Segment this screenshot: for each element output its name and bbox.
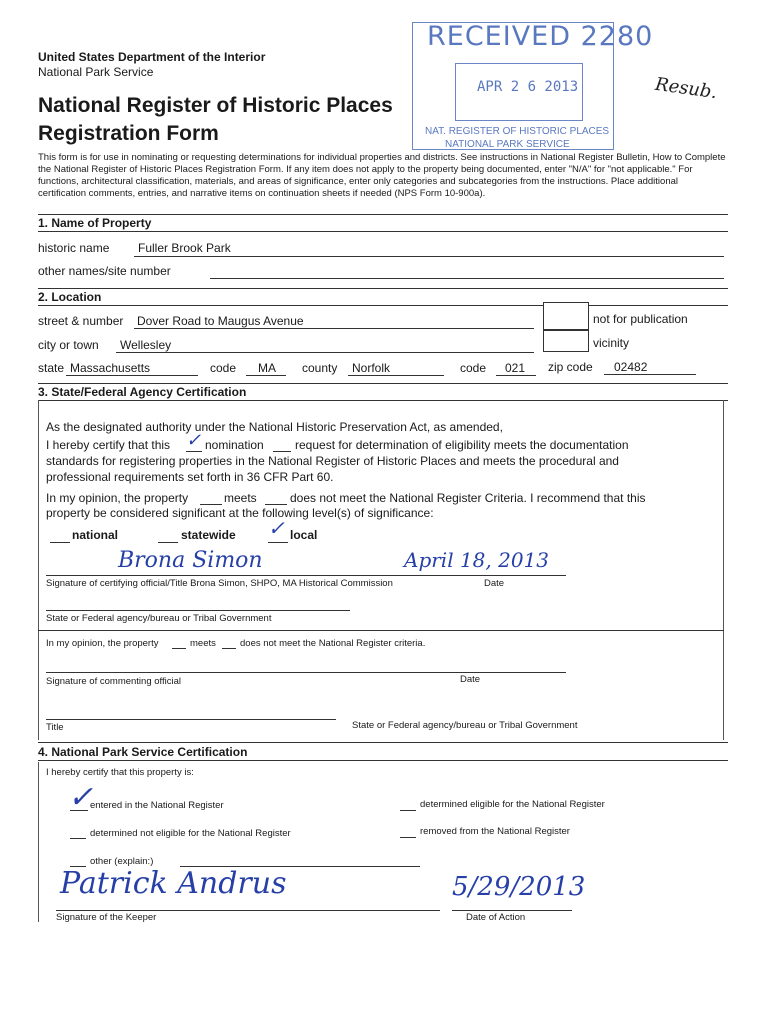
meets2-blank[interactable] — [172, 648, 186, 649]
determined-eligible-blank[interactable] — [400, 810, 416, 811]
cert-p3c: does not meet the National Register Criteria. I recommend that this — [290, 491, 646, 505]
title-line[interactable] — [46, 719, 336, 720]
county-code-label: code — [460, 361, 487, 375]
county-code-value[interactable]: 021 — [505, 361, 526, 375]
not-meets2-blank[interactable] — [222, 648, 236, 649]
agency-block — [38, 50, 265, 80]
county-value[interactable]: Norfolk — [352, 361, 391, 375]
date2-label: Date — [460, 674, 481, 685]
rule — [38, 742, 728, 743]
national-label: national — [72, 528, 119, 542]
keeper-date: 5/29/2013 — [452, 872, 586, 902]
city-label: city or town — [38, 338, 99, 352]
stamp-date: APR 2 6 2013 — [477, 79, 579, 95]
keeper-label: Signature of the Keeper — [56, 912, 157, 923]
city-value[interactable]: Wellesley — [120, 338, 172, 352]
street-line — [134, 328, 534, 329]
agency-line1: United States Department of the Interior — [38, 50, 266, 64]
cert-p2a: I hereby certify that this — [46, 438, 171, 452]
national-blank[interactable] — [50, 542, 70, 543]
action-date-line — [452, 910, 572, 911]
agency-line — [46, 610, 350, 611]
state-line — [66, 375, 198, 376]
state-code-label: code — [210, 361, 237, 375]
meets-blank[interactable] — [200, 504, 222, 505]
street-label: street & number — [38, 314, 124, 328]
determined-eligible-label: determined eligible for the National Register — [420, 799, 605, 810]
rule — [38, 383, 728, 384]
intro-text: This form is for use in nominating or requesting determinations for individual properties and districts. See instructions in National Register Bulletin, How to Complete the National Register of Historic Places Registration Form. If any item does not apply to the property being documented, enter "N/A" for "not applicable." For functions, architectural classification, materials, and areas of significance, enter only categories and subcategories from the instructions. Place additional certification comments, entries, and narrative items on continuation sheets if needed (NPS Form 10-900a). — [38, 152, 726, 199]
rule — [38, 760, 728, 761]
local-blank[interactable] — [268, 542, 288, 543]
cert-p2e: professional requirements set forth in 36 CFR Part 60. — [46, 470, 334, 484]
rule — [38, 231, 728, 232]
received-stamp — [412, 21, 654, 150]
section2-heading: 2. Location — [38, 290, 102, 304]
vicinity-checkbox[interactable] — [543, 330, 589, 352]
statewide-blank[interactable] — [158, 542, 178, 543]
nomination-check-icon: ✓ — [186, 430, 202, 451]
commenting-line[interactable] — [46, 672, 566, 673]
historic-name-line — [134, 256, 724, 257]
rule — [38, 630, 724, 631]
zip-line — [604, 374, 696, 375]
action-label: Date of Action — [466, 912, 526, 923]
zip-value[interactable]: 02482 — [614, 360, 648, 374]
title-label: Title — [46, 722, 64, 733]
opinion2-a: In my opinion, the property — [46, 638, 159, 649]
title-line2: Registration Form — [38, 122, 219, 145]
determined-not-blank[interactable] — [70, 838, 86, 839]
historic-name-label: historic name — [38, 241, 110, 255]
rule — [38, 305, 728, 306]
not-for-publication-label: not for publication — [593, 312, 688, 326]
entered-label: entered in the National Register — [90, 800, 224, 811]
opinion2-b: meets — [190, 638, 216, 649]
certify-text: I hereby certify that this property is: — [46, 767, 194, 778]
not-meets-blank[interactable] — [265, 504, 287, 505]
rule — [38, 288, 728, 289]
stamp-line2: NATIONAL PARK SERVICE — [445, 139, 570, 150]
date-label: Date — [484, 578, 505, 589]
other-names-label: other names/site number — [38, 264, 171, 278]
determined-not-label: determined not eligible for the National Register — [90, 828, 291, 839]
cert-p2b: nomination — [205, 438, 264, 452]
removed-blank[interactable] — [400, 837, 416, 838]
form-title — [38, 92, 393, 148]
state-code-value[interactable]: MA — [258, 361, 276, 375]
cert-p1: As the designated authority under the National Historic Preservation Act, as amended, — [46, 420, 503, 434]
stamp-line1: NAT. REGISTER OF HISTORIC PLACES — [425, 126, 610, 137]
local-check-icon: ✓ — [268, 516, 285, 540]
state-value[interactable]: Massachusetts — [70, 361, 151, 375]
state-label: state — [38, 361, 65, 375]
agency-label: State or Federal agency/bureau or Tribal Government — [46, 613, 272, 624]
signature-label: Signature of certifying official/Title Brona Simon, SHPO, MA Historical Commission — [46, 578, 393, 589]
nomination-blank[interactable] — [186, 451, 202, 452]
vicinity-label: vicinity — [593, 336, 630, 350]
street-value[interactable]: Dover Road to Maugus Avenue — [137, 314, 304, 328]
entered-check-icon: ✓ — [68, 780, 94, 815]
zip-label: zip code — [548, 360, 593, 374]
signature-line — [46, 575, 566, 576]
rule — [38, 214, 728, 215]
statewide-label: statewide — [181, 528, 236, 542]
state-code-line — [246, 375, 286, 376]
county-code-line — [496, 375, 536, 376]
keeper-signature-line — [56, 910, 440, 911]
local-label: local — [290, 528, 318, 542]
agency-line2: National Park Service — [38, 65, 154, 79]
county-line — [348, 375, 444, 376]
agency2-label: State or Federal agency/bureau or Tribal Government — [352, 720, 578, 731]
section4-heading: 4. National Park Service Certification — [38, 745, 248, 759]
keeper-signature: Patrick Andrus — [60, 866, 287, 901]
other-names-field[interactable] — [210, 278, 724, 279]
cert-p3b: meets — [224, 491, 257, 505]
city-line — [116, 352, 534, 353]
section3-heading: 3. State/Federal Agency Certification — [38, 385, 247, 399]
cert-p2c: request for determination of eligibility meets the documentation — [295, 438, 629, 452]
county-label: county — [302, 361, 338, 375]
handwritten-note: Resub. — [653, 73, 719, 104]
commenting-label: Signature of commenting official — [46, 676, 182, 687]
other-label: other (explain:) — [90, 856, 154, 867]
title-line1: National Register of Historic Places — [38, 94, 393, 117]
opinion2-c: does not meet the National Register criteria. — [240, 638, 426, 649]
stamp-received: RECEIVED 2280 — [427, 21, 654, 52]
historic-name-value[interactable]: Fuller Brook Park — [138, 241, 231, 255]
cert-p3d: property be considered significant at the following level(s) of significance: — [46, 506, 434, 520]
removed-label: removed from the National Register — [420, 826, 570, 837]
not-for-publication-checkbox[interactable] — [543, 302, 589, 330]
certifying-date: April 18, 2013 — [404, 548, 550, 572]
certifying-signature: Brona Simon — [118, 548, 263, 573]
request-blank[interactable] — [273, 451, 291, 452]
section1-heading: 1. Name of Property — [38, 216, 152, 230]
cert-p2d: standards for registering properties in the National Register of Historic Places and meets the procedural and — [46, 454, 619, 468]
cert-p3a: In my opinion, the property — [46, 491, 189, 505]
